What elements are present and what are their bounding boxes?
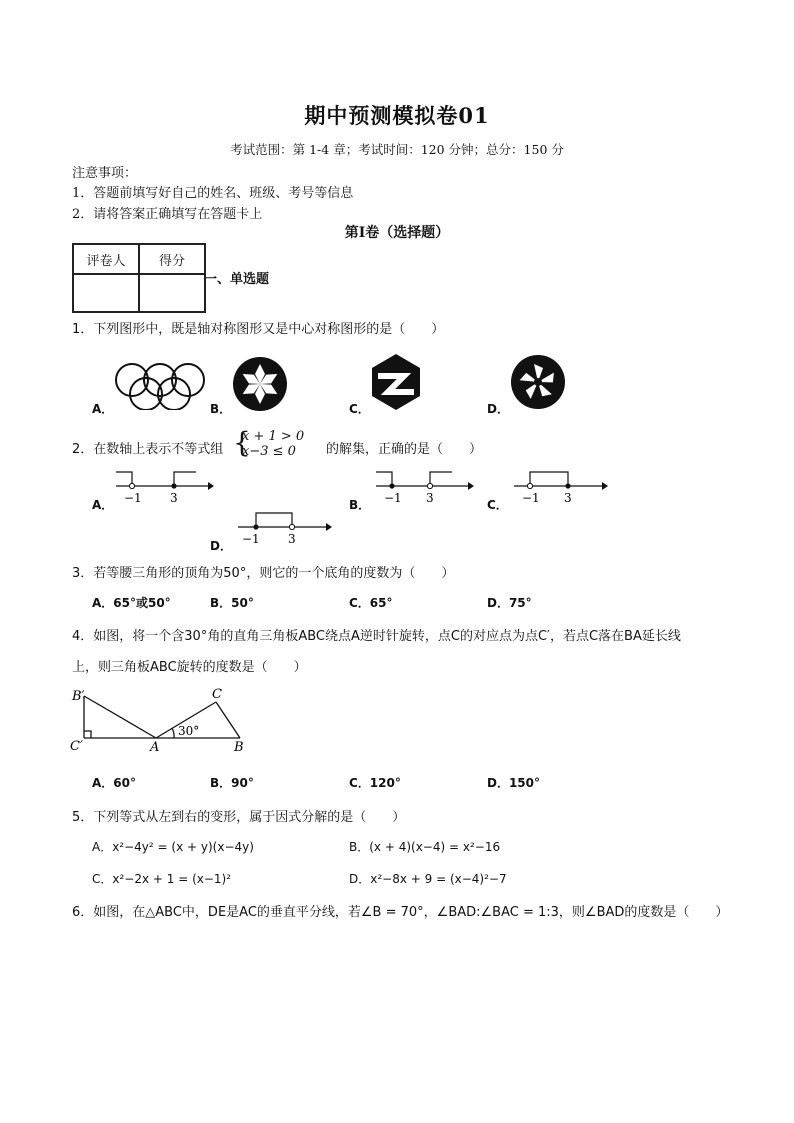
q5-option-d: D．x²−8x + 9 = (x−4)²−7 [349,872,507,886]
question-4-line-1: 4．如图，将一个含30°角的直角三角板ABC绕点A逆时针旋转，点C的对应点为点C′，若点C落在BA延长线 [72,629,681,644]
section-title: 第Ⅰ卷（选择题） [344,225,450,241]
q4-option-b: B．90° [210,776,254,790]
q1-label-a: A． [92,402,114,416]
tick-neg1: −1 [124,491,142,505]
tick-3: 3 [564,491,572,505]
q1-label-c: C． [349,402,370,416]
number-line-d [234,505,338,547]
question-4-line-2: 上，则三角板ABC旋转的度数是（ ） [72,660,307,675]
q2-label-d: D． [210,539,232,553]
label-b: B [234,740,244,755]
number-line-c [510,464,614,506]
number-line-b [372,464,476,506]
question-3: 3．若等腰三角形的顶角为50°，则它的一个底角的度数为（ ） [72,566,455,581]
tick-neg1: −1 [384,491,402,505]
question-6: 6．如图，在△ABC中，DE是AC的垂直平分线，若∠B = 70°，∠BAD:∠BAC = 1:3，则∠BAD的度数是（ ） [72,905,729,920]
q3-option-b: B．50° [210,596,254,610]
number-line-a [112,464,216,506]
q5-option-c: C．x²−2x + 1 = (x−1)² [92,872,232,886]
exam-info: 考试范围：第 1-4 章；考试时间：120 分钟；总分：150 分 [230,142,564,157]
q2-label-c: C． [487,498,508,512]
q4-option-d: D．150° [487,776,541,790]
q5-option-a: A．x²−4y² = (x + y)(x−4y) [92,840,254,854]
q2-label-b: B． [349,498,371,512]
notice-item-1: 1．答题前填写好自己的姓名、班级、考号等信息 [72,186,354,201]
tick-3: 3 [288,532,296,546]
notice-item-2: 2．请将答案正确填写在答题卡上 [72,207,263,222]
q4-option-c: C．120° [349,776,401,790]
tick-neg1: −1 [522,491,540,505]
angle-label: 30° [178,724,200,738]
part-title: 一、单选题 [204,272,270,287]
question-2-suffix: 的解集，正确的是（ ） [326,442,483,457]
system-brace: { [233,426,251,459]
z-logo-figure [370,352,422,412]
tick-neg1: −1 [242,532,260,546]
q1-label-b: B． [210,402,232,416]
score-table [72,243,206,313]
score-cell [139,274,205,312]
q4-option-a: A．60° [92,776,136,790]
tick-3: 3 [170,491,178,505]
snowflake-figure [232,356,288,412]
q5-option-b: B．(x + 4)(x−4) = x²−16 [349,840,501,854]
page-title: 期中预测模拟卷01 [304,103,490,128]
label-c-prime: C′ [70,739,83,754]
inequality-2: x−3 ≤ 0 [242,444,296,459]
q2-label-a: A． [92,498,114,512]
notice-heading: 注意事项： [72,166,138,181]
tick-3: 3 [426,491,434,505]
grader-cell [73,274,139,312]
olympic-rings-figure [112,360,208,410]
label-a: A [150,740,160,755]
q3-option-a: A．65°或50° [92,596,171,610]
label-b-prime: B′ [72,689,85,704]
inequality-1: x + 1 > 0 [242,429,305,444]
q3-option-d: D．75° [487,596,532,610]
q1-label-d: D． [487,402,509,416]
pinwheel-figure [510,354,566,410]
label-c: C [212,687,222,702]
score-header: 得分 [139,244,205,274]
question-1: 1．下列图形中，既是轴对称图形又是中心对称图形的是（ ） [72,322,445,337]
grader-header: 评卷人 [73,244,139,274]
question-5: 5．下列等式从左到右的变形，属于因式分解的是（ ） [72,810,406,825]
q3-option-c: C．65° [349,596,393,610]
question-2-prefix: 2．在数轴上表示不等式组 [72,442,224,457]
rotation-triangle-figure [68,684,258,756]
